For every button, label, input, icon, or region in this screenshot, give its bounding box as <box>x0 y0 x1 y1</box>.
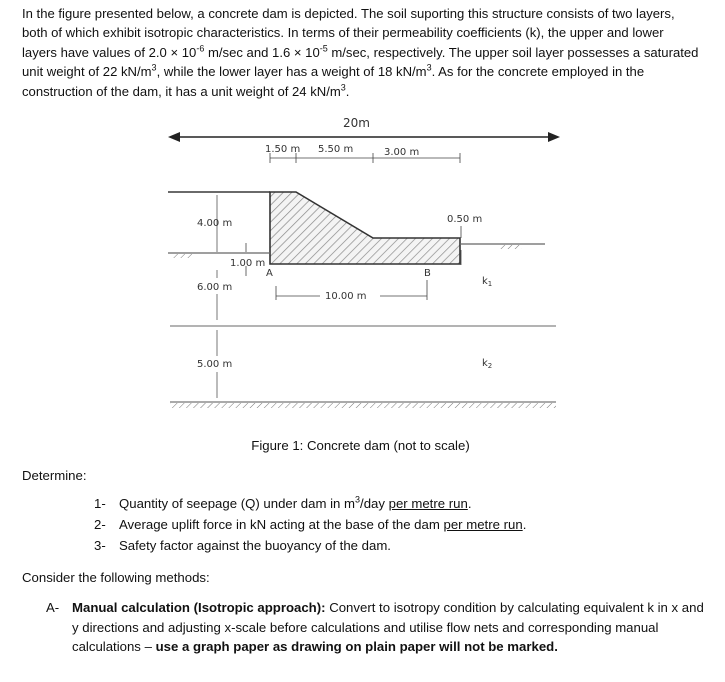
base-length-label: 10.00 m <box>325 291 367 302</box>
ground-hatch-right <box>500 245 522 249</box>
top-segment-dimensions <box>265 144 460 163</box>
dim-slope-label: 5.50 m <box>318 144 354 155</box>
layer2-thickness-dimension <box>197 330 232 398</box>
layer1-thickness-dimension <box>197 270 232 320</box>
k1-label: $k_1$ <box>482 276 493 288</box>
tail-height-label: 0.50 m <box>447 214 483 225</box>
question-3: 3- Safety factor against the buoyancy of the dam. <box>94 538 391 553</box>
question-1: 1- Quantity of seepage (Q) under dam in $m^3$/day per metre run. <box>94 494 472 511</box>
ground-hatch-left <box>172 254 192 258</box>
layer1-thickness-label: 6.00 m <box>197 282 233 293</box>
upstream-height-dimension <box>197 195 232 252</box>
problem-statement: In the figure presented below, a concrete dam is depicted. The soil suporting this structure consists of two layers, both of which exhibit isotropic characteristics. In terms of their permeability coefficients (k), the upper and lower layers have values of $2.0 \times 10^{-6}$ m/sec and $1.6 \times 10^{-5}$ m/sec, respectively. The upper soil layer possesses a saturated unit weight of 22 $kN/m^3$, while the lower layer has a weight of 18 $kN/m^3$. As for the concrete employed in the construction of the dam, it has a unit weight of 24 $kN/m^3$. <box>22 6 699 99</box>
question-2: 2- Average uplift force in kN acting at the base of the dam per metre run. <box>94 517 527 532</box>
method-a <box>46 598 706 655</box>
total-width-label: 20m <box>343 116 370 130</box>
embedment-label: 1.00 m <box>230 258 266 269</box>
upstream-height-label: 4.00 m <box>197 218 233 229</box>
point-b-label: B <box>424 268 431 279</box>
method-a-label: A- <box>46 600 60 615</box>
impervious-base-hatch <box>170 403 556 408</box>
dim-right-top-label: 3.00 m <box>384 147 420 158</box>
total-width-dimension <box>168 116 560 142</box>
concrete-dam <box>270 192 460 264</box>
base-length-dimension <box>276 280 427 302</box>
figure-caption: Figure 1: Concrete dam (not to scale) <box>251 438 470 453</box>
methods-heading: Consider the following methods: <box>22 570 210 585</box>
k2-label: $k_2$ <box>482 358 493 370</box>
dim-left-top-label: 1.50 m <box>265 144 301 155</box>
point-a-label: A <box>266 268 273 279</box>
method-a-body: Manual calculation (Isotropic approach): Convert to isotropy condition by calculating equivalent k in x and y directions and adjusting x-scale before calculations and utilise flow nets and corresponding manual calculations – use a graph paper as drawing on plain paper will not be marked. <box>72 600 704 655</box>
layer2-thickness-label: 5.00 m <box>197 359 233 370</box>
embedment-dimension <box>230 243 265 276</box>
determine-heading: Determine: <box>22 468 87 483</box>
